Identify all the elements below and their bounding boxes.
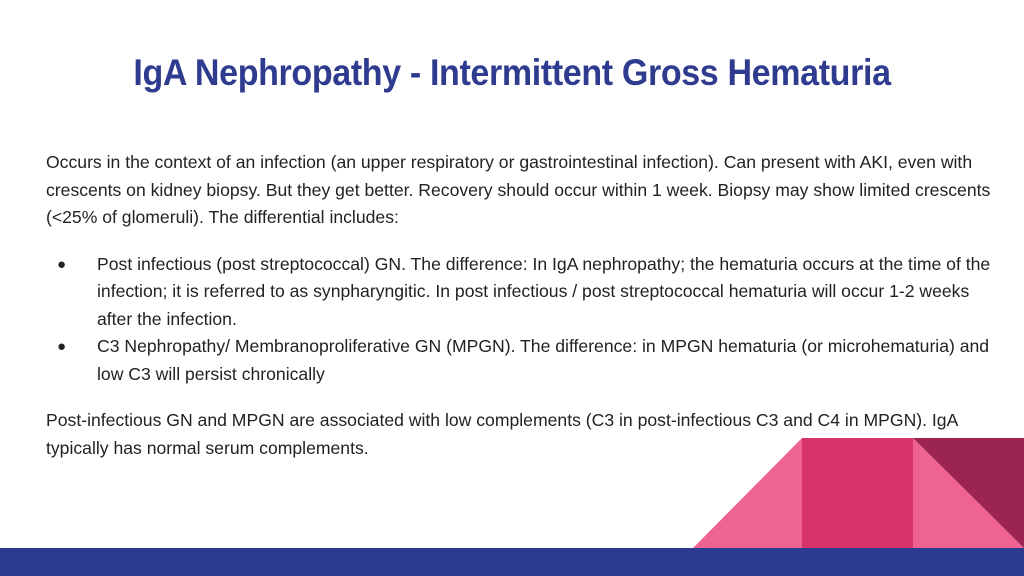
bullet-icon: ●	[57, 255, 67, 273]
pink-triangle-left	[693, 438, 802, 548]
bullet-icon: ●	[57, 338, 67, 355]
pink-square	[802, 438, 913, 548]
list-item-text: Post infectious (post streptococcal) GN. The difference: In IgA nephropathy; the hematuria occurs at the time of the infection; it is referred to as synpharyngitic. In post infectious / post streptococcal hematuria will occur 1-2 weeks after the infection.	[97, 253, 991, 329]
conclusion-paragraph: Post-infectious GN and MPGN are associated with low complements (C3 in post-infectious C3 and C4 in MPGN). IgA typically has normal serum complements.	[46, 410, 958, 458]
list-item-text: C3 Nephropathy/ Membranoproliferative GN (MPGN). The difference: in MPGN hematuria (or microhematuria) and low C3 will persist chronically	[97, 336, 990, 384]
footer-bar	[0, 548, 1024, 576]
intro-paragraph: Occurs in the context of an infection (an upper respiratory or gastrointestinal infection). Can present with AKI, even with crescents on kidney biopsy. But they get better. Recovery should occur within 1 week. Biopsy may show limited crescents (<25% of glomeruli). The differential includes:	[46, 152, 991, 227]
slide-title: IgA Nephropathy - Intermittent Gross Hematuria	[133, 52, 891, 93]
